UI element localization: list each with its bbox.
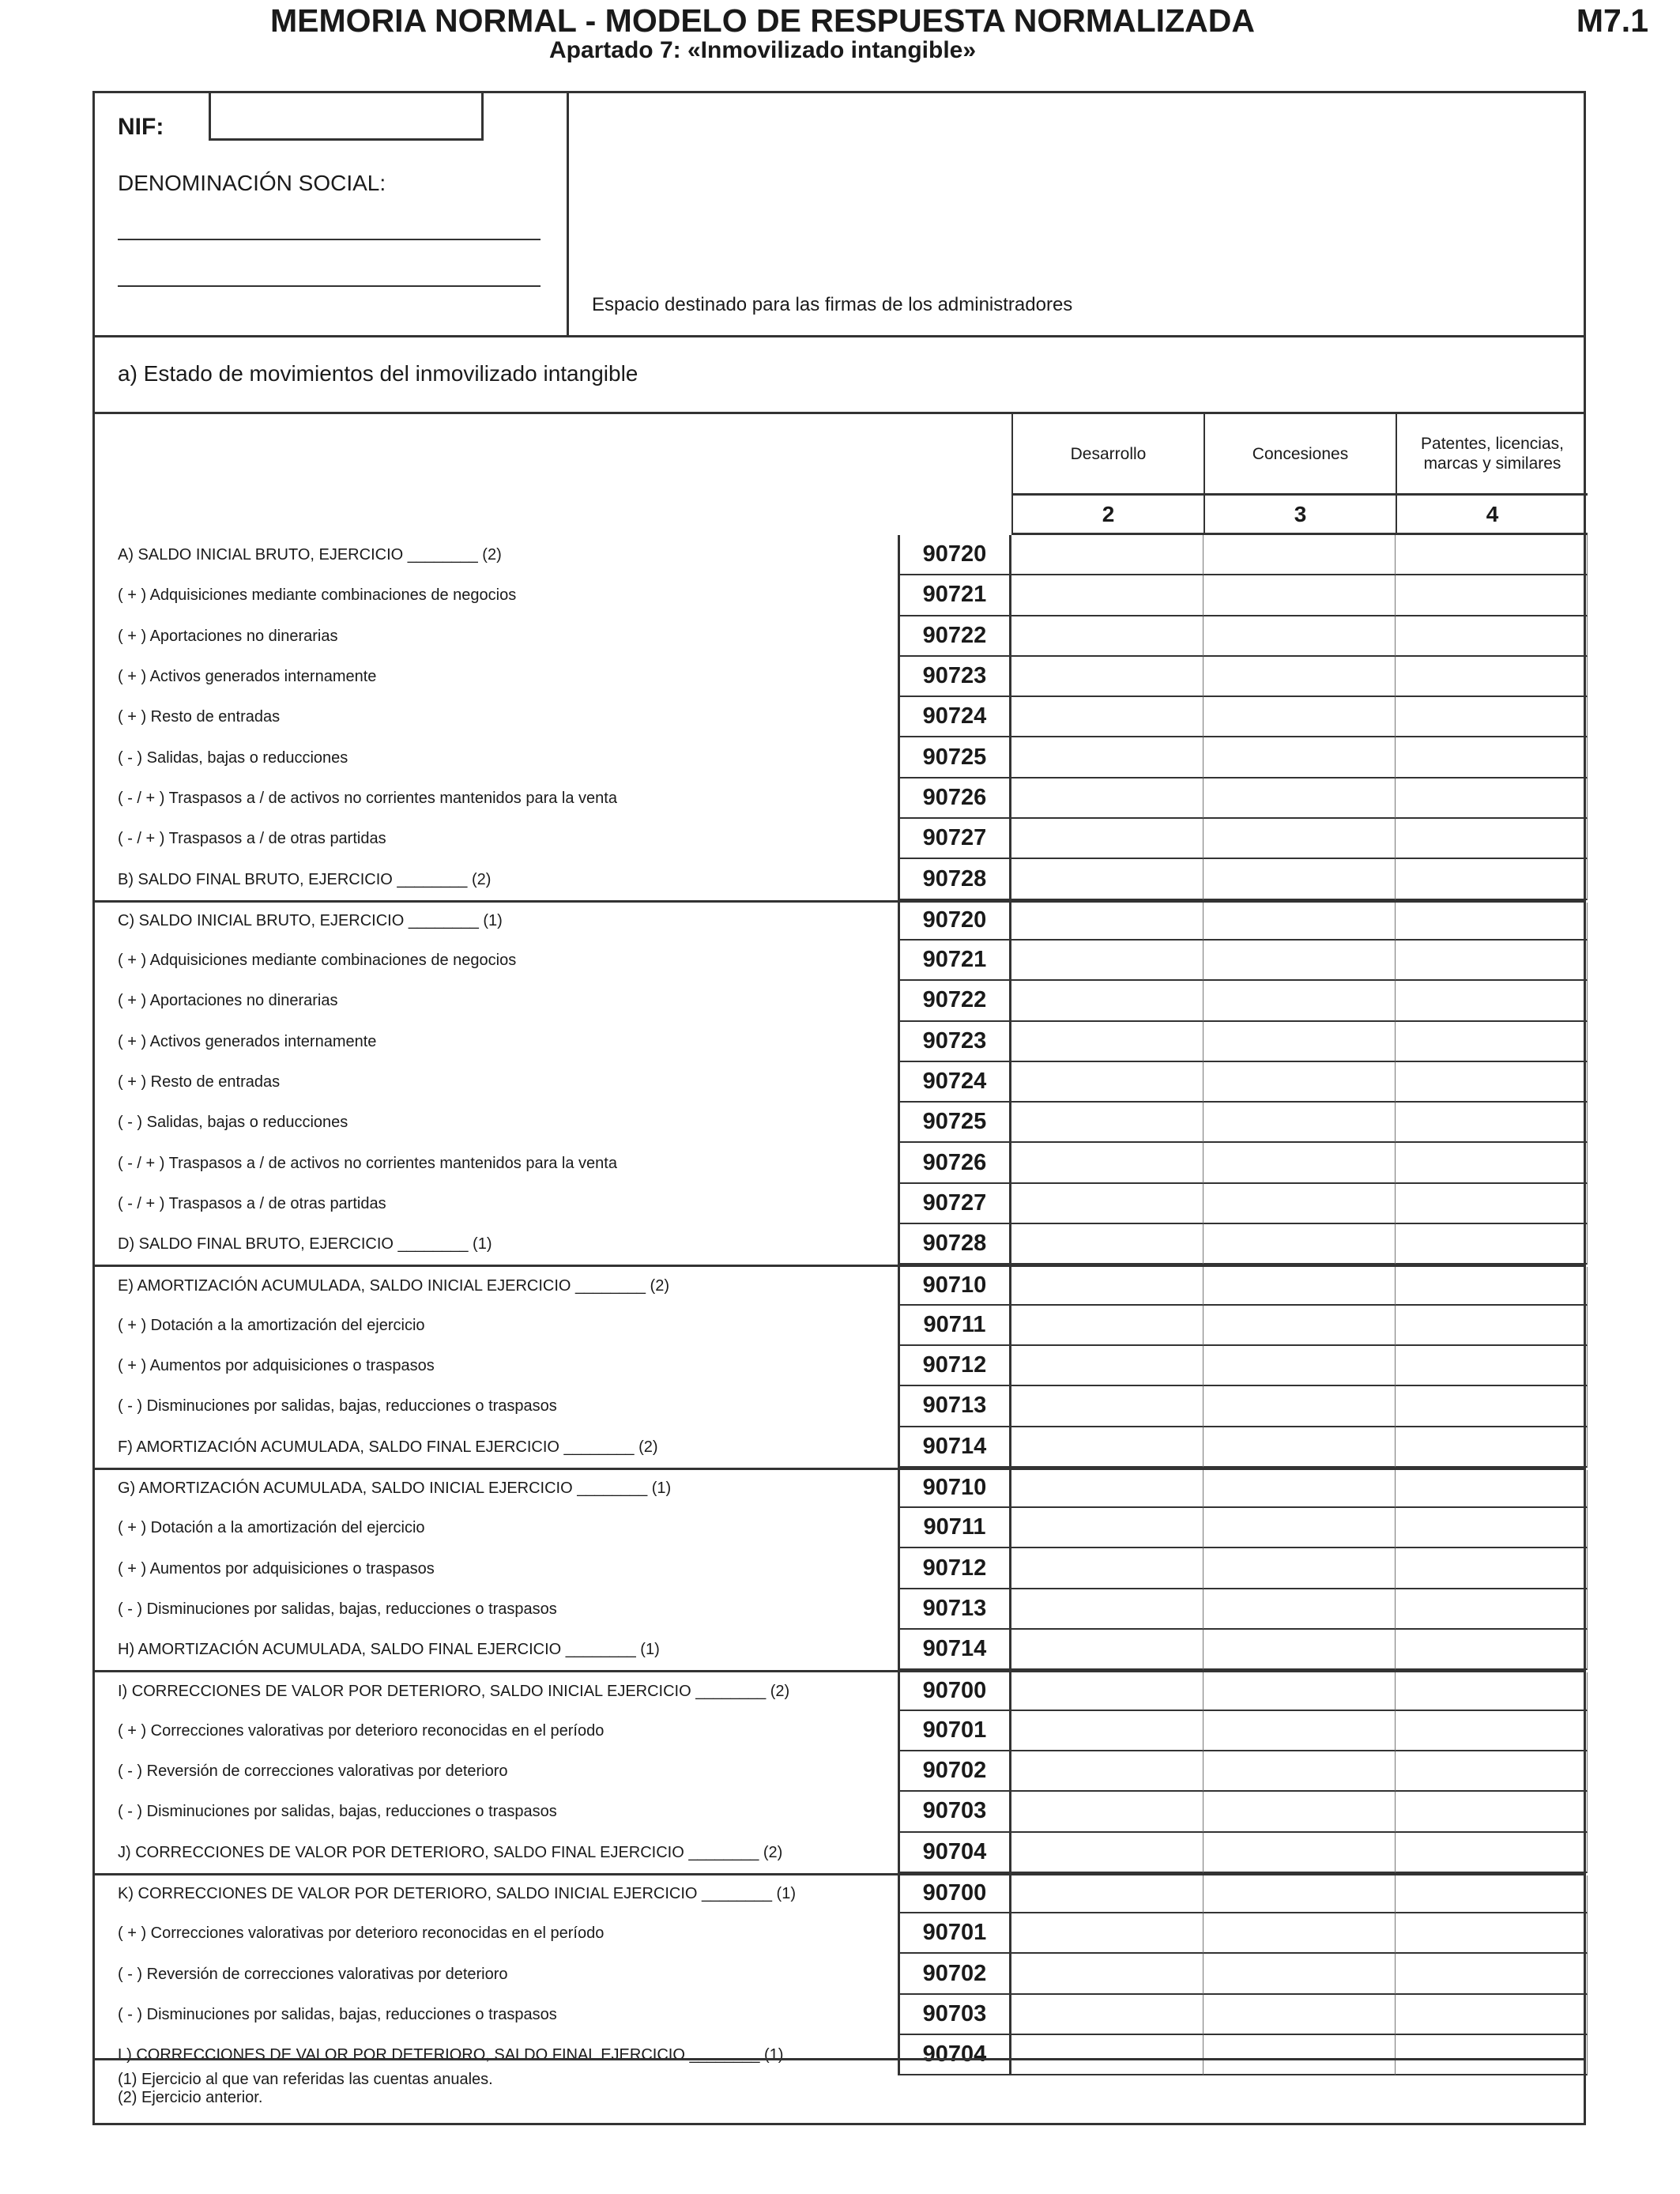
value-cell-col2[interactable] [1011,1224,1203,1265]
table-row [95,535,1584,575]
row-code: 90722 [898,981,1011,1021]
row-code: 90704 [898,1833,1011,1873]
value-cell-col2[interactable] [1011,1589,1203,1630]
table-row [95,616,1584,657]
value-cell-col4[interactable] [1396,575,1588,616]
value-cell-col4[interactable] [1396,657,1588,697]
row-code: 90720 [898,903,1011,941]
row-code: 90727 [898,819,1011,859]
row-label: ( + ) Aportaciones no dinerarias [118,627,338,645]
row-label: ( + ) Dotación a la amortización del ejercicio [118,1519,425,1537]
table-header [95,414,1584,535]
row-code: 90700 [898,1672,1011,1710]
table-row [95,1265,1584,1305]
table-row [95,859,1584,899]
value-cell-col4[interactable] [1396,859,1588,899]
value-cell-col4[interactable] [1396,1589,1588,1630]
form-title: MEMORIA NORMAL - MODELO DE RESPUESTA NORMALIZADA [270,2,1255,39]
row-label: ( - / + ) Traspasos a / de activos no corrientes mantenidos para la venta [118,789,617,807]
model-code: M7.1 [1576,2,1648,39]
table-row [95,1873,1584,1913]
value-cell-col4[interactable] [1396,1427,1588,1468]
value-cell-col2[interactable] [1011,575,1203,616]
value-cell-col2[interactable] [1011,657,1203,697]
row-code: 90713 [898,1386,1011,1427]
value-cell-col3[interactable] [1203,1508,1396,1548]
form-subtitle: Apartado 7: «Inmovilizado intangible» [548,37,977,63]
column-header-1: Desarrollo [1011,414,1203,496]
table-row [95,1792,1584,1832]
row-code: 90725 [898,1103,1011,1143]
value-cell-col3[interactable] [1203,2035,1396,2075]
value-cell-col4[interactable] [1396,1386,1588,1427]
value-cell-col2[interactable] [1011,1306,1203,1346]
value-cell-col4[interactable] [1396,1913,1588,1954]
table-row [95,1346,1584,1386]
row-code: 90721 [898,941,1011,981]
row-label: ( - ) Disminuciones por salidas, bajas, reducciones o traspasos [118,1600,557,1618]
table-row [95,737,1584,778]
row-code: 90712 [898,1548,1011,1589]
row-code: 90713 [898,1589,1011,1630]
value-cell-col4[interactable] [1396,1143,1588,1183]
table-row [95,657,1584,697]
table-row [95,1427,1584,1468]
value-cell-col3[interactable] [1203,1103,1396,1143]
row-label: C) SALDO INICIAL BRUTO, EJERCICIO ________ (1) [118,912,503,930]
row-code: 90711 [898,1508,1011,1548]
row-label: ( - ) Disminuciones por salidas, bajas, reducciones o traspasos [118,2005,557,2023]
value-cell-col3[interactable] [1203,1267,1396,1305]
table-row [95,1306,1584,1346]
value-cell-col3[interactable] [1203,1184,1396,1224]
value-cell-col3[interactable] [1203,1589,1396,1630]
row-code: 90702 [898,1954,1011,1994]
value-cell-col3[interactable] [1203,737,1396,778]
footnote-1: (1) Ejercicio al que van referidas las cuentas anuales. [118,2071,493,2088]
form-container [92,91,1586,2125]
value-cell-col3[interactable] [1203,1913,1396,1954]
table-row [95,1022,1584,1062]
row-code: 90726 [898,1143,1011,1183]
table-row [95,1224,1584,1265]
row-code: 90728 [898,1224,1011,1265]
row-label: B) SALDO FINAL BRUTO, EJERCICIO ________ (2) [118,870,492,888]
denominacion-line-2[interactable] [118,285,541,287]
row-code: 90702 [898,1751,1011,1792]
row-label: F) AMORTIZACIÓN ACUMULADA, SALDO FINAL EJERCICIO ________ (2) [118,1438,658,1456]
value-cell-col2[interactable] [1011,616,1203,657]
value-cell-col2[interactable] [1011,941,1203,981]
table-row [95,900,1584,941]
value-cell-col3[interactable] [1203,1427,1396,1468]
value-cell-col4[interactable] [1396,1346,1588,1386]
table-row [95,1589,1584,1630]
row-label: ( - ) Salidas, bajas o reducciones [118,1114,348,1132]
table-row [95,697,1584,737]
table-row [95,1062,1584,1103]
value-cell-col2[interactable] [1011,903,1203,941]
row-code: 90722 [898,616,1011,657]
value-cell-col3[interactable] [1203,575,1396,616]
row-code: 90712 [898,1346,1011,1386]
value-cell-col2[interactable] [1011,1267,1203,1305]
table-row [95,1143,1584,1183]
value-cell-col4[interactable] [1396,903,1588,941]
row-label: ( + ) Resto de entradas [118,1073,281,1091]
table-row [95,1630,1584,1670]
row-label: ( - ) Disminuciones por salidas, bajas, reducciones o traspasos [118,1397,557,1416]
value-cell-col2[interactable] [1011,1792,1203,1832]
row-label: ( + ) Aumentos por adquisiciones o traspasos [118,1559,435,1578]
row-label: ( + ) Aumentos por adquisiciones o traspasos [118,1357,435,1375]
table-row [95,1184,1584,1224]
row-code: 90714 [898,1427,1011,1468]
table-row [95,575,1584,616]
value-cell-col3[interactable] [1203,1062,1396,1103]
value-cell-col3[interactable] [1203,657,1396,697]
value-cell-col2[interactable] [1011,737,1203,778]
row-code: 90720 [898,535,1011,575]
nif-label: NIF: [118,114,164,140]
row-label: ( - ) Reversión de correcciones valorativas por deterioro [118,1762,508,1781]
value-cell-col3[interactable] [1203,903,1396,941]
row-label: ( - ) Reversión de correcciones valorativas por deterioro [118,1965,508,1983]
value-cell-col2[interactable] [1011,2035,1203,2075]
column-header-2: Concesiones [1203,414,1396,496]
column-number-1: 2 [1011,496,1203,535]
row-code: 90728 [898,859,1011,899]
table-row [95,941,1584,981]
value-cell-col2[interactable] [1011,1508,1203,1548]
table-row [95,981,1584,1021]
table-row [95,1995,1584,2035]
value-cell-col2[interactable] [1011,859,1203,899]
value-cell-col4[interactable] [1396,1470,1588,1508]
identification-left [95,93,569,335]
section-heading [95,337,1584,414]
row-label: ( + ) Resto de entradas [118,708,281,726]
value-cell-col4[interactable] [1396,616,1588,657]
value-cell-col3[interactable] [1203,778,1396,819]
value-cell-col3[interactable] [1203,1224,1396,1265]
table-row [95,819,1584,859]
row-label: ( - ) Salidas, bajas o reducciones [118,748,348,767]
value-cell-col4[interactable] [1396,1833,1588,1873]
value-cell-col4[interactable] [1396,1548,1588,1589]
row-code: 90704 [898,2035,1011,2075]
row-label: D) SALDO FINAL BRUTO, EJERCICIO ________ (1) [118,1235,492,1253]
row-code: 90724 [898,697,1011,737]
value-cell-col2[interactable] [1011,697,1203,737]
row-code: 90700 [898,1875,1011,1913]
value-cell-col4[interactable] [1396,1751,1588,1792]
row-label: J) CORRECCIONES DE VALOR POR DETERIORO, SALDO FINAL EJERCICIO ________ (2) [118,1843,783,1861]
row-label: ( - / + ) Traspasos a / de otras partidas [118,1194,386,1212]
denominacion-line-1[interactable] [118,239,541,240]
value-cell-col3[interactable] [1203,1306,1396,1346]
value-cell-col4[interactable] [1396,778,1588,819]
value-cell-col3[interactable] [1203,1711,1396,1751]
value-cell-col2[interactable] [1011,1143,1203,1183]
value-cell-col3[interactable] [1203,941,1396,981]
value-cell-col2[interactable] [1011,1995,1203,2035]
value-cell-col2[interactable] [1011,535,1203,575]
value-cell-col2[interactable] [1011,981,1203,1021]
row-label: K) CORRECCIONES DE VALOR POR DETERIORO, SALDO INICIAL EJERCICIO ________ (1) [118,1885,796,1903]
column-header-3: Patentes, licencias, marcas y similares [1396,414,1588,496]
row-label: A) SALDO INICIAL BRUTO, EJERCICIO ________ (2) [118,546,502,564]
movements-table [95,414,1584,2075]
value-cell-col3[interactable] [1203,697,1396,737]
value-cell-col4[interactable] [1396,1508,1588,1548]
value-cell-col2[interactable] [1011,1751,1203,1792]
value-cell-col3[interactable] [1203,1833,1396,1873]
value-cell-col3[interactable] [1203,1751,1396,1792]
value-cell-col3[interactable] [1203,1630,1396,1670]
value-cell-col4[interactable] [1396,1306,1588,1346]
value-cell-col4[interactable] [1396,2035,1588,2075]
row-label: ( + ) Aportaciones no dinerarias [118,992,338,1010]
nif-input[interactable] [209,93,484,141]
row-label: ( - ) Disminuciones por salidas, bajas, reducciones o traspasos [118,1803,557,1821]
row-code: 90724 [898,1062,1011,1103]
value-cell-col4[interactable] [1396,1062,1588,1103]
table-row [95,1386,1584,1427]
value-cell-col3[interactable] [1203,1022,1396,1062]
table-row [95,1103,1584,1143]
row-code: 90723 [898,657,1011,697]
row-code: 90723 [898,1022,1011,1062]
value-cell-col4[interactable] [1396,737,1588,778]
row-label: L) CORRECCIONES DE VALOR POR DETERIORO, SALDO FINAL EJERCICIO ________ (1) [118,2046,784,2064]
row-code: 90703 [898,1792,1011,1832]
table-row [95,1751,1584,1792]
value-cell-col3[interactable] [1203,819,1396,859]
value-cell-col4[interactable] [1396,1022,1588,1062]
row-code: 90726 [898,778,1011,819]
value-cell-col2[interactable] [1011,1711,1203,1751]
table-row [95,2035,1584,2075]
row-label: ( + ) Activos generados internamente [118,668,377,686]
value-cell-col4[interactable] [1396,941,1588,981]
value-cell-col3[interactable] [1203,1995,1396,2035]
value-cell-col4[interactable] [1396,1267,1588,1305]
row-label: ( + ) Correcciones valorativas por deterioro reconocidas en el período [118,1721,605,1740]
value-cell-col2[interactable] [1011,1548,1203,1589]
value-cell-col4[interactable] [1396,1954,1588,1994]
value-cell-col2[interactable] [1011,1672,1203,1710]
row-label: ( + ) Dotación a la amortización del ejercicio [118,1316,425,1334]
row-code: 90725 [898,737,1011,778]
value-cell-col4[interactable] [1396,1792,1588,1832]
row-label: ( - / + ) Traspasos a / de otras partidas [118,830,386,848]
value-cell-col3[interactable] [1203,1346,1396,1386]
row-code: 90710 [898,1267,1011,1305]
value-cell-col4[interactable] [1396,1630,1588,1670]
table-row [95,1468,1584,1508]
row-code: 90711 [898,1306,1011,1346]
value-cell-col2[interactable] [1011,1470,1203,1508]
value-cell-col2[interactable] [1011,1386,1203,1427]
firmas-label: Espacio destinado para las firmas de los administradores [592,294,1073,315]
value-cell-col2[interactable] [1011,778,1203,819]
row-label: ( + ) Activos generados internamente [118,1032,377,1050]
value-cell-col4[interactable] [1396,981,1588,1021]
footnotes [118,2071,493,2107]
row-code: 90701 [898,1913,1011,1954]
value-cell-col4[interactable] [1396,1875,1588,1913]
value-cell-col3[interactable] [1203,1548,1396,1589]
value-cell-col3[interactable] [1203,1386,1396,1427]
value-cell-col2[interactable] [1011,1875,1203,1913]
table-row [95,1711,1584,1751]
value-cell-col2[interactable] [1011,1833,1203,1873]
footnote-2: (2) Ejercicio anterior. [118,2089,263,2106]
table-row [95,1508,1584,1548]
denominacion-label: DENOMINACIÓN SOCIAL: [118,171,386,195]
column-number-2: 3 [1203,496,1396,535]
row-label: ( - / + ) Traspasos a / de activos no corrientes mantenidos para la venta [118,1154,617,1172]
section-title: a) Estado de movimientos del inmovilizado intangible [118,361,638,386]
value-cell-col2[interactable] [1011,1427,1203,1468]
value-cell-col4[interactable] [1396,535,1588,575]
row-code: 90721 [898,575,1011,616]
value-cell-col3[interactable] [1203,1143,1396,1183]
identification-block [95,93,1584,337]
row-label: ( + ) Adquisiciones mediante combinaciones de negocios [118,586,517,605]
row-code: 90701 [898,1711,1011,1751]
row-label: ( + ) Correcciones valorativas por deterioro reconocidas en el período [118,1924,605,1943]
value-cell-col2[interactable] [1011,1103,1203,1143]
value-cell-col3[interactable] [1203,1672,1396,1710]
table-row [95,1548,1584,1589]
row-label: H) AMORTIZACIÓN ACUMULADA, SALDO FINAL EJERCICIO ________ (1) [118,1641,660,1659]
value-cell-col4[interactable] [1396,697,1588,737]
value-cell-col4[interactable] [1396,1184,1588,1224]
row-code: 90714 [898,1630,1011,1670]
value-cell-col2[interactable] [1011,1954,1203,1994]
value-cell-col3[interactable] [1203,1954,1396,1994]
table-body [95,535,1584,2075]
row-label: G) AMORTIZACIÓN ACUMULADA, SALDO INICIAL EJERCICIO ________ (1) [118,1480,672,1498]
row-label: I) CORRECCIONES DE VALOR POR DETERIORO, SALDO INICIAL EJERCICIO ________ (2) [118,1682,790,1700]
value-cell-col3[interactable] [1203,981,1396,1021]
table-row [95,1833,1584,1873]
row-code: 90703 [898,1995,1011,2035]
value-cell-col2[interactable] [1011,1913,1203,1954]
value-cell-col2[interactable] [1011,1346,1203,1386]
value-cell-col3[interactable] [1203,1875,1396,1913]
value-cell-col2[interactable] [1011,1062,1203,1103]
row-label: E) AMORTIZACIÓN ACUMULADA, SALDO INICIAL EJERCICIO ________ (2) [118,1276,669,1295]
value-cell-col4[interactable] [1396,1711,1588,1751]
value-cell-col4[interactable] [1396,1995,1588,2035]
column-number-3: 4 [1396,496,1588,535]
value-cell-col4[interactable] [1396,1103,1588,1143]
table-row [95,1670,1584,1710]
value-cell-col3[interactable] [1203,1470,1396,1508]
value-cell-col4[interactable] [1396,1224,1588,1265]
value-cell-col2[interactable] [1011,1630,1203,1670]
value-cell-col4[interactable] [1396,819,1588,859]
value-cell-col2[interactable] [1011,1022,1203,1062]
value-cell-col3[interactable] [1203,1792,1396,1832]
value-cell-col3[interactable] [1203,859,1396,899]
value-cell-col3[interactable] [1203,616,1396,657]
value-cell-col2[interactable] [1011,1184,1203,1224]
row-code: 90710 [898,1470,1011,1508]
value-cell-col2[interactable] [1011,819,1203,859]
footnote-divider [95,2058,1584,2060]
row-code: 90727 [898,1184,1011,1224]
value-cell-col4[interactable] [1396,1672,1588,1710]
row-label: ( + ) Adquisiciones mediante combinaciones de negocios [118,952,517,970]
table-row [95,1954,1584,1994]
table-row [95,778,1584,819]
table-row [95,1913,1584,1954]
value-cell-col3[interactable] [1203,535,1396,575]
